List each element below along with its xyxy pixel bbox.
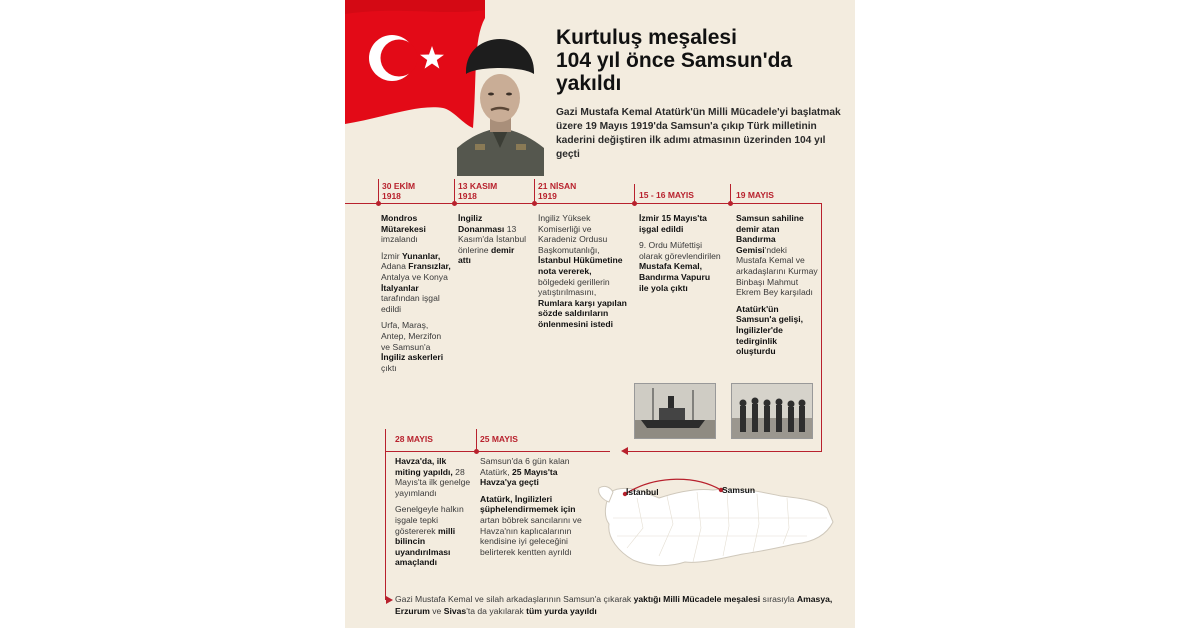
bold-text: 25 Mayıs'ta Havza'ya geçti xyxy=(480,466,558,488)
ataturk-portrait xyxy=(453,36,548,176)
timeline-dot xyxy=(728,201,733,206)
event-paragraph xyxy=(736,213,818,298)
text-segment: bölgedeki gerillerin yatıştırılmasını, xyxy=(538,276,610,298)
event-paragraph xyxy=(381,213,451,245)
bold-text: milli bilincin uyandırılması amaçlandı xyxy=(395,525,456,568)
text-segment: Adana xyxy=(381,261,409,272)
bold-text: Havza'da, ilk miting yapıldı, xyxy=(395,456,453,477)
text-segment: İngiliz Yüksek Komiserliği ve Karadeniz Ordusu Başkomutanlığı, xyxy=(538,213,608,255)
bold-text: Amasya, Erzurum xyxy=(395,594,833,616)
event-date: 30 EKİM 1918 xyxy=(382,181,416,201)
text-segment: 9. Ordu Müfettişi olarak görevlendirilen xyxy=(639,240,721,261)
event-paragraph xyxy=(395,456,473,498)
bandirma-ship-photo xyxy=(634,383,716,439)
timeline-line-top xyxy=(345,203,821,204)
event-text xyxy=(480,456,588,563)
title-line-3: yakıldı xyxy=(556,72,622,95)
infographic-poster xyxy=(345,0,855,628)
timeline-dot xyxy=(632,201,637,206)
bold-text: Mondros Mütarekesi xyxy=(381,213,426,234)
event-text xyxy=(538,213,628,336)
timeline-tick xyxy=(730,184,731,201)
event-paragraph xyxy=(480,494,588,558)
text-segment: artan böbrek sancılarını ve Havza'nın kaplıcalarının kendisine iyi geleceğini belirterek kentten ayrıldı xyxy=(480,514,582,557)
timeline-line-bottom xyxy=(385,451,610,452)
timeline-dot xyxy=(376,201,381,206)
text-segment: Antalya ve Konya xyxy=(381,271,448,282)
text-segment: 'ta da yakılarak xyxy=(466,605,527,616)
event-date: 13 KASIM 1918 xyxy=(458,181,498,201)
event-paragraph xyxy=(395,504,473,568)
samsun-arrival-photo xyxy=(731,383,813,439)
timeline-line-right xyxy=(821,203,822,451)
text-segment: İzmir xyxy=(381,250,403,261)
bold-text: demir attı xyxy=(458,244,515,266)
bold-text: İngiliz askerleri xyxy=(381,352,444,363)
event-paragraph xyxy=(381,320,451,373)
bold-text: Sivas xyxy=(443,605,467,616)
event-paragraph xyxy=(736,304,818,357)
bold-text: Rumlara karşı yapılan sözde saldırıların önlenmesini istedi xyxy=(538,297,627,329)
event-text xyxy=(736,213,818,363)
bold-text: Mustafa Kemal, Bandırma Vapuru ile yola çıktı xyxy=(639,261,711,293)
timeline-dot xyxy=(474,449,479,454)
event-date: 15 - 16 MAYIS xyxy=(639,190,694,200)
timeline-tick xyxy=(476,429,477,449)
text-segment: 28 Mayıs'ta ilk genelge yayımlandı xyxy=(395,466,471,498)
timeline-dot xyxy=(532,201,537,206)
text-segment: Samsun'da 6 gün kalan Atatürk, xyxy=(480,456,570,477)
text-segment: ve xyxy=(429,605,444,616)
timeline-tick xyxy=(634,184,635,201)
text-segment: imzalandı xyxy=(381,234,418,245)
bold-text: İstanbul Hükümetine nota vererek, xyxy=(538,255,623,276)
bold-text: yaktığı Milli Mücadele meşalesi xyxy=(633,594,761,604)
bold-text: Atatürk, İngilizleri şüphelendirmemek için xyxy=(480,493,576,515)
bold-text: İtalyanlar xyxy=(381,282,419,293)
title-line-2: 104 yıl önce Samsun'da xyxy=(556,49,793,72)
map-label-samsun: Samsun xyxy=(722,485,756,495)
page-title xyxy=(556,26,846,95)
title-line-1: Kurtuluş meşalesi xyxy=(556,26,737,49)
timeline-line-return xyxy=(627,451,822,452)
text-segment: sırasıyla xyxy=(760,594,797,604)
footer-text xyxy=(395,594,845,617)
event-paragraph xyxy=(458,213,528,266)
event-paragraph xyxy=(639,213,721,234)
text-segment: Urfa, Maraş, Antep, Merzifon ve Samsun'a xyxy=(381,320,442,352)
arrow-right-icon xyxy=(386,596,393,604)
text-segment: Gazi Mustafa Kemal ve silah arkadaşlarının Samsun'a çıkarak xyxy=(395,594,634,604)
bold-text: tüm yurda yayıldı xyxy=(526,605,597,616)
text-segment: 13 Kasım'da İstanbul önlerine xyxy=(458,223,527,255)
event-date: 19 MAYIS xyxy=(736,190,774,200)
text-segment: Genelgeyle halkın işgale tepki göstererek xyxy=(395,504,464,536)
bold-text: Samsun sahiline demir atan Bandırma Gemisi xyxy=(736,213,804,255)
event-text xyxy=(381,213,451,379)
event-paragraph xyxy=(538,213,628,330)
text-segment: çıktı xyxy=(381,362,397,373)
event-paragraph xyxy=(480,456,588,488)
bold-text: Fransızlar, xyxy=(408,261,451,272)
event-text xyxy=(395,456,473,574)
event-text xyxy=(639,213,721,299)
event-paragraph xyxy=(381,251,451,315)
text-segment: tarafından işgal edildi xyxy=(381,293,440,314)
arrow-left-icon xyxy=(621,447,628,455)
event-date: 21 NİSAN 1919 xyxy=(538,181,577,201)
timeline-line-left xyxy=(385,429,386,600)
event-date: 28 MAYIS xyxy=(395,434,433,444)
timeline-dot xyxy=(452,201,457,206)
timeline-tick xyxy=(534,179,535,201)
bold-text: İngiliz Donanması xyxy=(458,213,505,234)
event-text xyxy=(458,213,528,272)
bold-text: Atatürk'ün Samsun'a gelişi, İngilizler'de tedirginlik oluşturdu xyxy=(736,303,804,357)
event-paragraph xyxy=(639,240,721,293)
bold-text: İzmir 15 Mayıs'ta işgal edildi xyxy=(639,213,707,234)
timeline-tick xyxy=(378,179,379,201)
timeline-tick xyxy=(454,179,455,201)
map-label-istanbul: İstanbul xyxy=(626,487,659,497)
subtitle: Gazi Mustafa Kemal Atatürk'ün Milli Mücadele'yi başlatmak üzere 19 Mayıs 1919'da Samsun'a çıkıp Türk milletinin kaderini değiştiren ilk adımı atmasının üzerinden 104 yıl geçti xyxy=(556,107,841,160)
text-segment: 'ndeki Mustafa Kemal ve arkadaşlarını Kurmay Binbaşı Mahmut Ekrem Bey karşıladı xyxy=(736,244,818,298)
event-date: 25 MAYIS xyxy=(480,434,518,444)
bold-text: Yunanlar, xyxy=(402,250,441,261)
